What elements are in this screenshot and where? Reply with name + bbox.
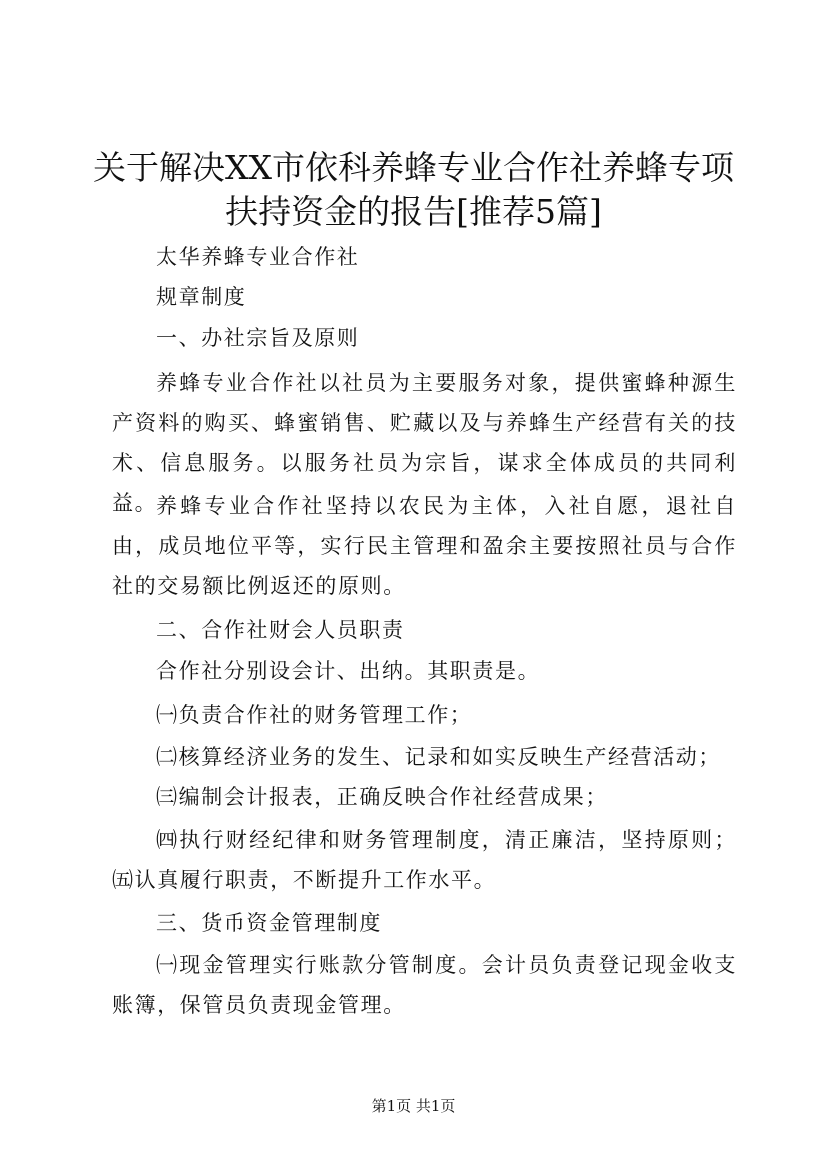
section-heading-rules: 规章制度 bbox=[156, 285, 247, 309]
org-name-paragraph: 太华养蜂专业合作社 bbox=[156, 245, 360, 269]
section-heading-1: 一、办社宗旨及原则 bbox=[156, 326, 360, 350]
list-item: ㈡核算经济业务的发生、记录和如实反映生产经营活动； bbox=[156, 745, 721, 769]
section-heading-3: 三、货币资金管理制度 bbox=[156, 911, 382, 935]
list-item: ㈠负责合作社的财务管理工作； bbox=[156, 703, 473, 727]
document-title-line-1: 关于解决XX市依科养蜂专业合作社养蜂专项 bbox=[93, 148, 734, 187]
list-item: ㈠现金管理实行账款分管制度。会计员负责登记现金收支账簿，保管员负责现金管理。 bbox=[112, 953, 737, 1017]
body-paragraph: 养蜂专业合作社坚持以农民为主体，入社自愿，退社自由，成员地位平等，实行民主管理和盈余主要按照社员与合作社的交易额比例返还的原则。 bbox=[112, 494, 737, 598]
body-paragraph: 养蜂专业合作社以社员为主要服务对象，提供蜜蜂种源生产资料的购买、蜂蜜销售、贮藏以及与养蜂生产经营有关的技术、信息服务。以服务社员为宗旨，谋求全体成员的共同利益。 bbox=[112, 371, 737, 515]
list-item: ㈣执行财经纪律和财务管理制度，清正廉洁，坚持原则；㈤认真履行职责，不断提升工作水平。 bbox=[112, 828, 737, 892]
document-title-line-2: 扶持资金的报告[推荐5篇] bbox=[225, 192, 602, 231]
list-item: ㈢编制会计报表，正确反映合作社经营成果； bbox=[156, 785, 608, 809]
section-heading-2: 二、合作社财会人员职责 bbox=[156, 618, 405, 642]
body-paragraph: 合作社分别设会计、出纳。其职责是。 bbox=[156, 659, 541, 683]
page-footer: 第1页 共1页 bbox=[371, 1097, 456, 1115]
